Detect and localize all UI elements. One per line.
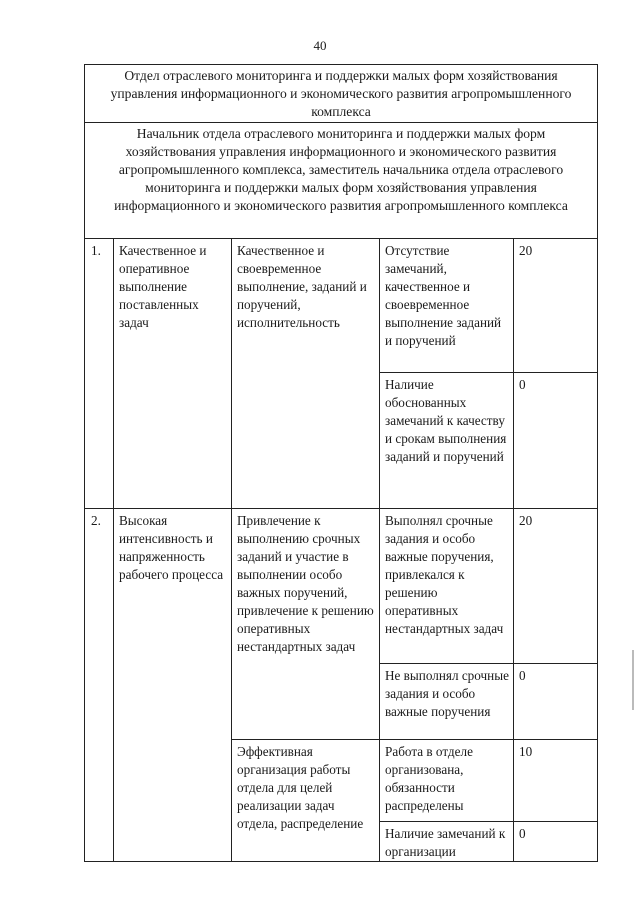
table-row xyxy=(85,239,598,373)
points-cell: 0 xyxy=(514,664,598,740)
points-cell: 0 xyxy=(514,822,598,862)
table-row xyxy=(85,509,598,664)
condition-cell: Наличие обоснованных замечаний к качеству и срокам выполнения заданий и поручений xyxy=(380,373,514,509)
points-cell: 0 xyxy=(514,373,598,509)
row-number: 2. xyxy=(85,509,114,862)
condition-cell: Не выполнял срочные задания и особо важные поручения xyxy=(380,664,514,740)
condition-cell: Отсутствие замечаний, качественное и своевременное выполнение заданий и поручений xyxy=(380,239,514,373)
department-header: Отдел отраслевого мониторинга и поддержки малых форм хозяйствования управления информационного и экономического развития агропромышленного комплекса xyxy=(85,65,598,123)
points-cell: 20 xyxy=(514,509,598,664)
condition-cell: Наличие замечаний к организации xyxy=(380,822,514,862)
department-header-row xyxy=(85,65,598,123)
page-number: 40 xyxy=(313,38,327,53)
criterion-cell: Качественное и оперативное выполнение поставленных задач xyxy=(114,239,232,509)
position-header-row xyxy=(85,123,598,239)
criteria-table xyxy=(84,64,598,862)
points-cell: 20 xyxy=(514,239,598,373)
indicator-cell: Привлечение к выполнению срочных заданий и участие в выполнении особо важных поручений, привлечение к решению оперативных нестандартных задач xyxy=(232,509,380,740)
criterion-cell: Высокая интенсивность и напряженность рабочего процесса xyxy=(114,509,232,862)
row-number: 1. xyxy=(85,239,114,509)
condition-cell: Работа в отделе организована, обязанности распределены xyxy=(380,740,514,822)
position-header: Начальник отдела отраслевого мониторинга и поддержки малых форм хозяйствования управления информационного и экономического развития агропромышленного комплекса, заместитель начальника отдела отраслевого мониторинга и поддержки малых форм хозяйствования управления информационного и экономического развития агропромышленного комплекса xyxy=(85,123,598,239)
condition-cell: Выполнял срочные задания и особо важные поручения, привлекался к решению оперативных нестандартных задач xyxy=(380,509,514,664)
indicator-cell: Качественное и своевременное выполнение, заданий и поручений, исполнительность xyxy=(232,239,380,509)
points-cell: 10 xyxy=(514,740,598,822)
indicator-cell: Эффективная организация работы отдела для целей реализации задач отдела, распределение xyxy=(232,740,380,862)
scan-edge-mark xyxy=(632,650,634,710)
